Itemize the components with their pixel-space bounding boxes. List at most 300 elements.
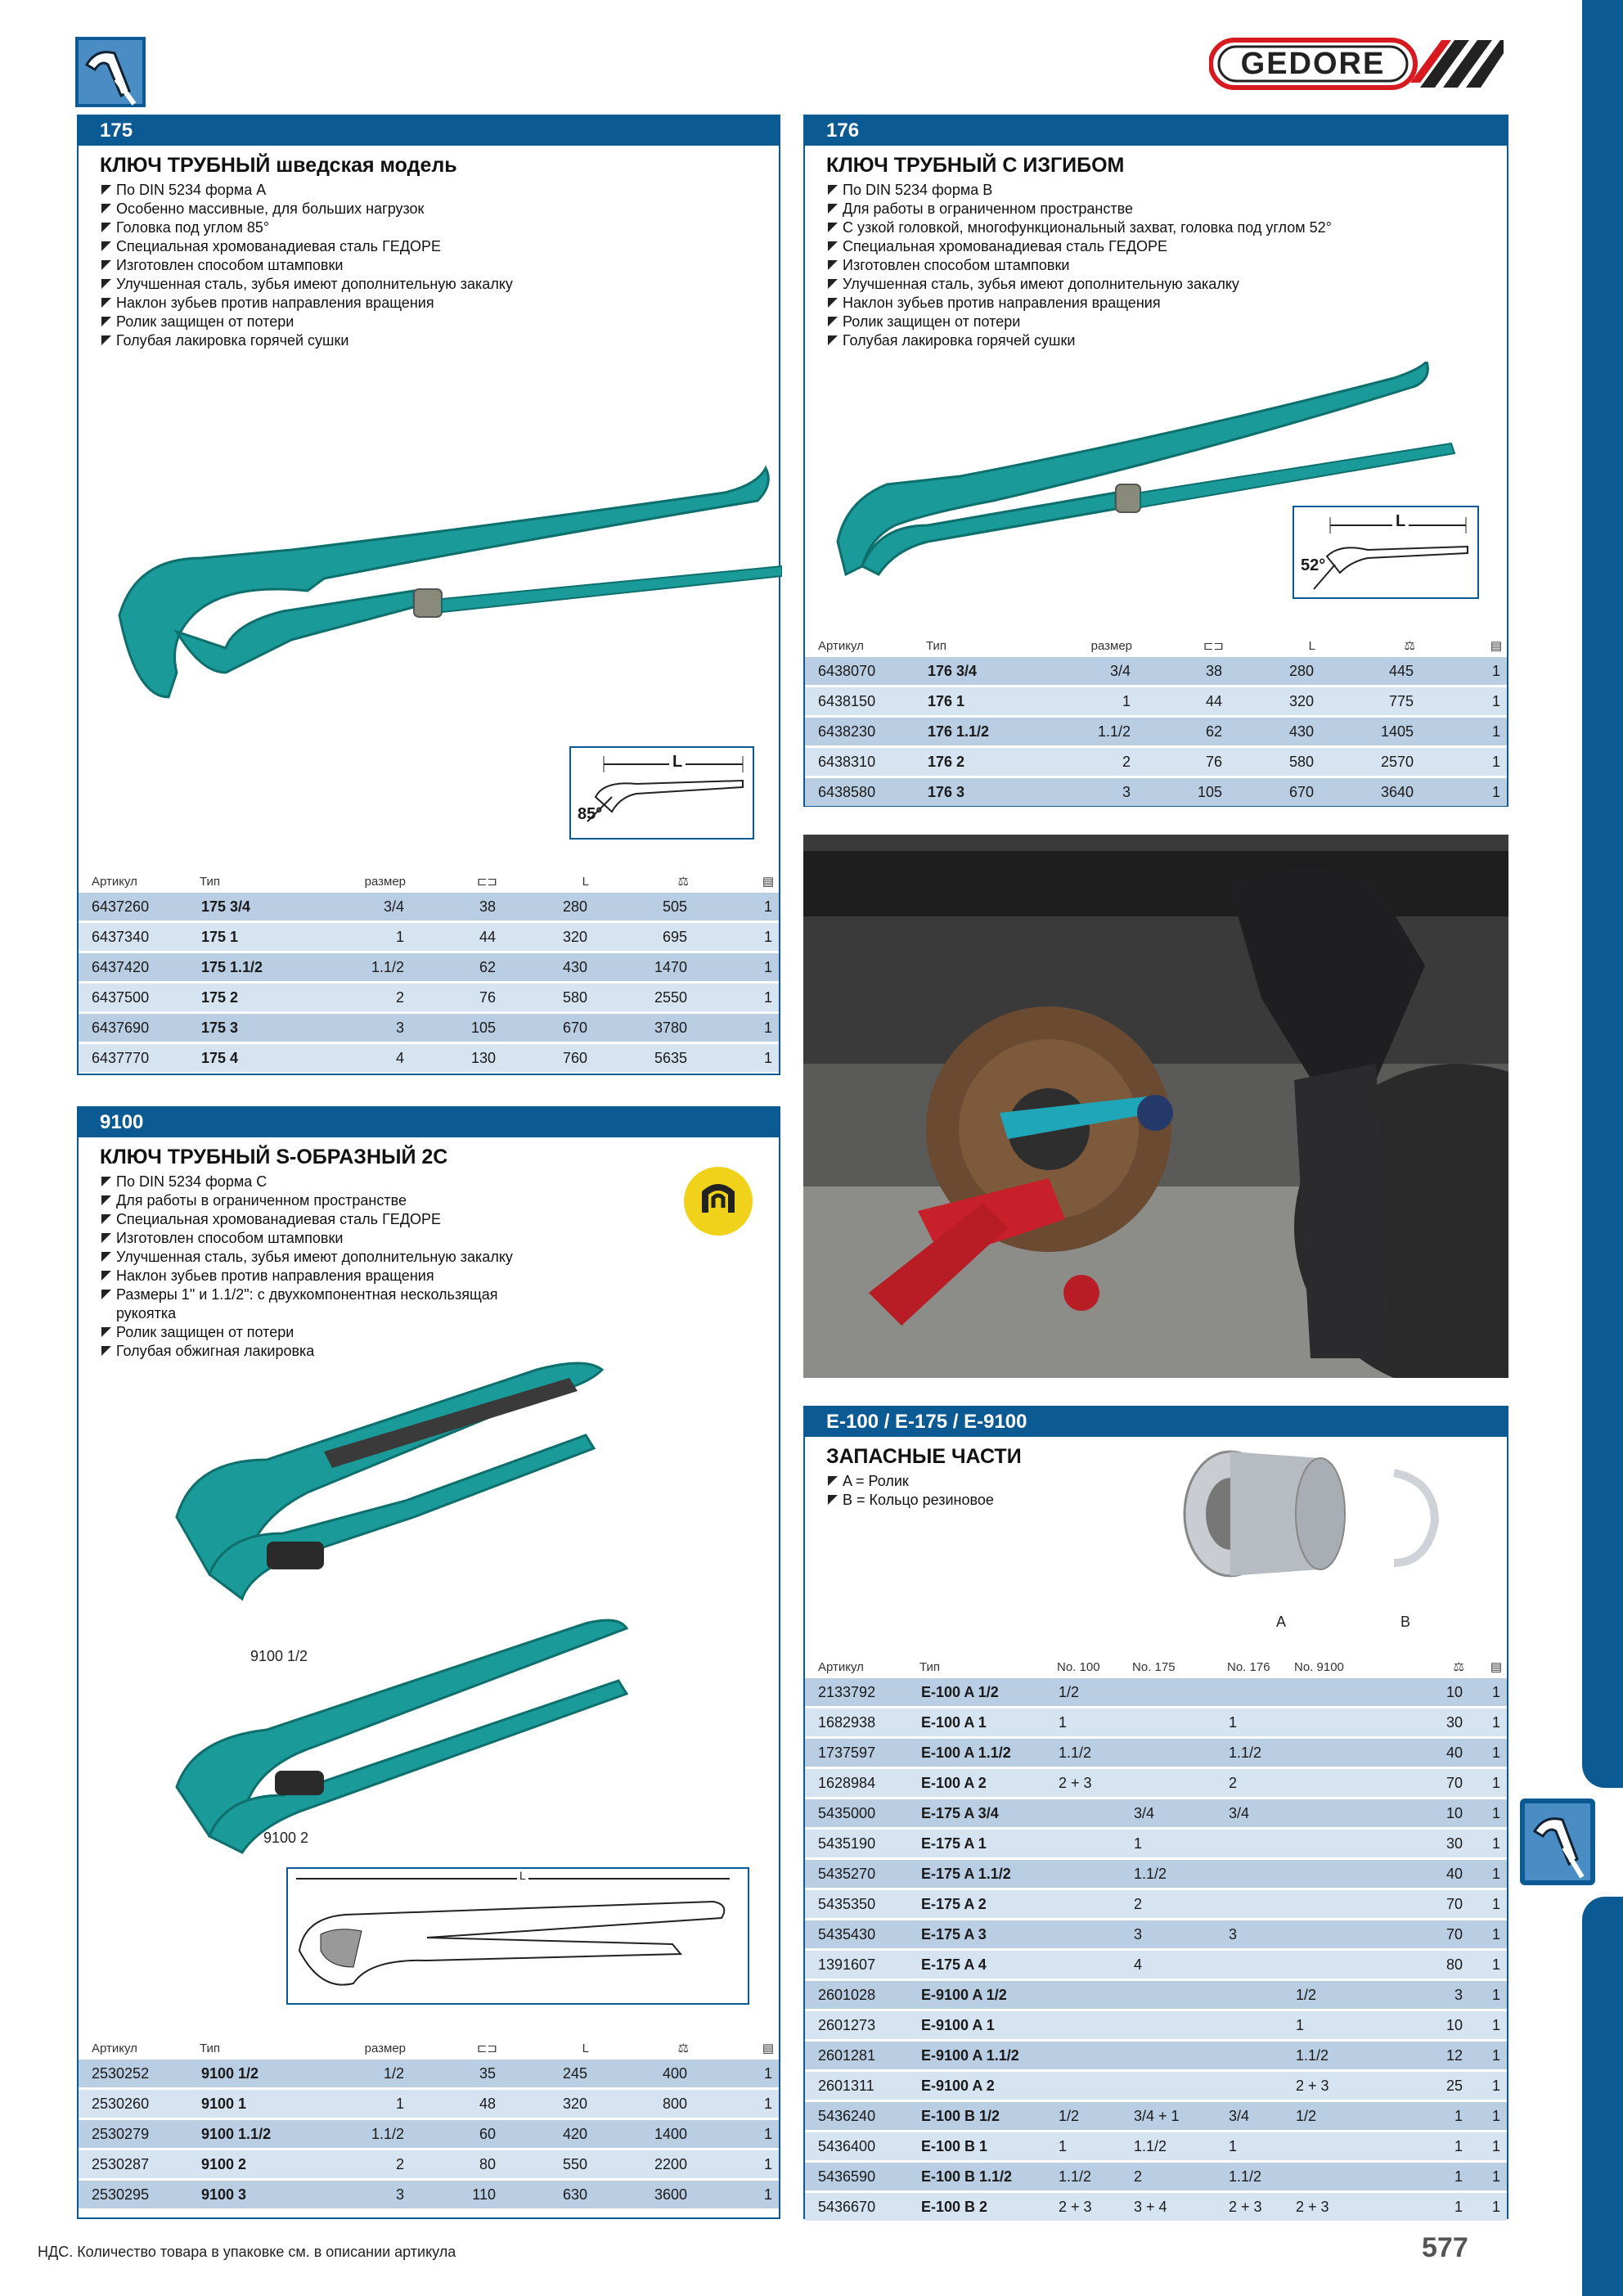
table-cell: 1 [1052, 2132, 1127, 2162]
table-cell: 1 [1381, 2101, 1469, 2132]
feature-item: С узкой головкой, многофункциональный захват, головка под углом 52° [826, 218, 1507, 237]
table-cell: 76 [1137, 747, 1229, 777]
table-cell: 6438310 [805, 747, 921, 777]
table-cell: 320 [502, 922, 594, 952]
table-row [79, 2150, 779, 2180]
table-cell [1222, 2010, 1289, 2041]
product-175-table [79, 872, 779, 1072]
table-cell: 6437770 [79, 1043, 195, 1073]
feature-item: Голубая лакировка горячей сушки [826, 331, 1507, 350]
table-cell: 2 [1222, 1768, 1289, 1799]
table-cell: 1 [1469, 1889, 1507, 1920]
dimension-diagram-9100 [286, 1867, 749, 2005]
table-cell: 1 [1420, 687, 1507, 717]
table-cell: 670 [502, 1013, 594, 1043]
table-cell: 1 [694, 952, 779, 983]
col-weight-icon: ⚖ [1404, 639, 1415, 653]
table-cell: 5635 [594, 1043, 694, 1073]
table-cell [1127, 1738, 1222, 1768]
table-cell: 1.1/2 [1289, 2041, 1381, 2071]
table-cell: 105 [411, 1013, 502, 1043]
table-cell: 105 [1137, 777, 1229, 807]
table-cell: 695 [594, 922, 694, 952]
roller-and-ring-image [1181, 1440, 1443, 1587]
table-cell: 1.1/2 [1052, 2162, 1127, 2192]
feature-item: Голубая лакировка горячей сушки [100, 331, 779, 350]
table-cell: 1628984 [805, 1768, 915, 1799]
table-cell: 3 [1222, 1920, 1289, 1950]
table-cell: 4 [1127, 1950, 1222, 1980]
table-cell: 175 4 [195, 1043, 327, 1073]
table-cell: E-175 A 4 [915, 1950, 1052, 1980]
angle-label: 52° [1301, 556, 1326, 574]
feature-item: По DIN 5234 форма C [100, 1173, 558, 1191]
table-cell: 6438580 [805, 777, 921, 807]
feature-item: Голубая обжигная лакировка [100, 1342, 558, 1361]
table-cell: 320 [502, 2089, 594, 2119]
table-cell: 420 [502, 2119, 594, 2150]
table-cell: 245 [502, 2059, 594, 2089]
table-cell: 1 [1469, 1708, 1507, 1738]
col-no100: No. 100 [1057, 1659, 1100, 1674]
table-cell: 800 [594, 2089, 694, 2119]
feature-item: Ролик защищен от потери [100, 313, 779, 331]
table-cell [1052, 1859, 1127, 1889]
col-article: Артикул [818, 638, 864, 653]
table-cell: 505 [594, 892, 694, 922]
gedore-logo [1209, 37, 1504, 91]
table-row [805, 2071, 1507, 2101]
col-no176: No. 176 [1227, 1659, 1270, 1674]
col-pack-icon: ▤ [1490, 1660, 1502, 1674]
table-cell: 62 [411, 952, 502, 983]
table-cell: 2530295 [79, 2180, 195, 2209]
table-cell: 1.1/2 [1127, 1859, 1222, 1889]
table-cell: 2530260 [79, 2089, 195, 2119]
table-cell: 70 [1381, 1889, 1469, 1920]
col-weight-icon: ⚖ [677, 2042, 689, 2055]
spare-parts-code: E-100 / E-175 / E-9100 [805, 1407, 1507, 1437]
table-cell [1127, 2071, 1222, 2101]
table-cell: 1 [1469, 2132, 1507, 2162]
col-no9100: No. 9100 [1294, 1659, 1344, 1674]
table-cell [1127, 1980, 1222, 2010]
table-cell: 5435350 [805, 1889, 915, 1920]
table-cell: 1 [1469, 2162, 1507, 2192]
table-cell: 1 [1469, 1980, 1507, 2010]
col-type: Тип [200, 2041, 221, 2055]
table-row [79, 2059, 779, 2089]
table-row [805, 1980, 1507, 2010]
product-175-title: КЛЮЧ ТРУБНЫЙ шведская модель [100, 154, 457, 177]
feature-item: Особенно массивные, для больших нагрузок [100, 200, 779, 218]
table-cell: E-100 A 1.1/2 [915, 1738, 1052, 1768]
table-cell: E-9100 A 1/2 [915, 1980, 1052, 2010]
feature-item: Наклон зубьев против направления вращения [100, 1267, 558, 1285]
table-cell: 35 [411, 2059, 502, 2089]
dimension-diagram-176 [1293, 506, 1479, 599]
table-row [79, 952, 779, 983]
table-cell [1222, 2041, 1289, 2071]
table-cell: 10 [1381, 2010, 1469, 2041]
col-article: Артикул [92, 2041, 137, 2055]
table-cell: 6438070 [805, 656, 921, 687]
table-row [805, 2101, 1507, 2132]
table-cell: 3/4 [1127, 1799, 1222, 1829]
table-cell: 1 [1381, 2132, 1469, 2162]
table-cell: 1 [694, 2119, 779, 2150]
table-row [79, 2180, 779, 2209]
product-176-code: 176 [805, 116, 1507, 146]
table-cell [1127, 1708, 1222, 1738]
feature-item: B = Кольцо резиновое [826, 1491, 1507, 1510]
table-cell: 1 [1381, 2162, 1469, 2192]
dimension-label: L [669, 753, 686, 772]
table-cell: 1 [1222, 1708, 1289, 1738]
table-cell: 630 [502, 2180, 594, 2209]
table-cell [1289, 1889, 1381, 1920]
table-cell: 1 [1469, 1799, 1507, 1829]
table-cell: 5435430 [805, 1920, 915, 1950]
table-cell: 5435190 [805, 1829, 915, 1859]
table-cell: 1.1/2 [1054, 717, 1137, 747]
table-cell [1222, 1889, 1289, 1920]
table-cell: 1 [694, 2150, 779, 2180]
table-cell [1222, 1950, 1289, 1980]
table-cell: 40 [1381, 1738, 1469, 1768]
col-type: Тип [926, 638, 947, 653]
dimension-label: L [517, 1869, 528, 1882]
table-cell: 1682938 [805, 1708, 915, 1738]
table-cell: 430 [502, 952, 594, 983]
table-cell: 1/2 [1052, 1677, 1127, 1708]
table-row [805, 2162, 1507, 2192]
col-type: Тип [919, 1659, 941, 1674]
product-176-title: КЛЮЧ ТРУБНЫЙ С ИЗГИБОМ [826, 154, 1125, 177]
col-jaw-icon: ⊏⊐ [1203, 639, 1224, 653]
feature-item: Для работы в ограниченном пространстве [100, 1191, 558, 1210]
table-cell: 1.1/2 [1127, 2132, 1222, 2162]
table-cell: 3 [1054, 777, 1137, 807]
table-cell: 175 3/4 [195, 892, 327, 922]
table-cell: 1 [1469, 1859, 1507, 1889]
table-row [805, 1829, 1507, 1859]
feature-item: Улучшенная сталь, зубья имеют дополнительную закалку [826, 275, 1507, 294]
product-175-panel [77, 115, 780, 1075]
table-cell: E-100 B 1/2 [915, 2101, 1052, 2132]
table-cell: 2 [1127, 2162, 1222, 2192]
table-cell: 2 + 3 [1052, 2192, 1127, 2222]
side-tab-upper [1582, 0, 1623, 1788]
table-cell [1222, 2071, 1289, 2101]
table-cell: 550 [502, 2150, 594, 2180]
table-cell: 1 [1054, 687, 1137, 717]
table-row [79, 1013, 779, 1043]
table-cell: 6437420 [79, 952, 195, 983]
col-pack-icon: ▤ [762, 875, 774, 889]
category-wrench-icon [75, 37, 146, 107]
table-cell: 1/2 [327, 2059, 411, 2089]
table-cell: 1 [1469, 2041, 1507, 2071]
table-cell: 5436240 [805, 2101, 915, 2132]
table-cell: 3/4 + 1 [1127, 2101, 1222, 2132]
table-cell: 2570 [1320, 747, 1420, 777]
table-row [79, 892, 779, 922]
table-cell: 3 [1381, 1980, 1469, 2010]
table-cell: 60 [411, 2119, 502, 2150]
application-photo [803, 835, 1508, 1378]
table-row [805, 1920, 1507, 1950]
table-cell: 2 [327, 2150, 411, 2180]
feature-item: По DIN 5234 форма B [826, 181, 1507, 200]
product-9100-table [79, 2039, 779, 2208]
page-number: 577 [1422, 2232, 1468, 2263]
col-length: L [582, 874, 589, 889]
table-row [805, 1708, 1507, 1738]
table-cell: 3780 [594, 1013, 694, 1043]
table-cell: E-9100 A 1.1/2 [915, 2041, 1052, 2071]
product-9100-code: 9100 [79, 1108, 779, 1137]
table-cell: 1400 [594, 2119, 694, 2150]
col-type: Тип [200, 874, 221, 889]
table-cell: 280 [1229, 656, 1320, 687]
table-cell [1052, 1889, 1127, 1920]
table-cell: E-175 A 3/4 [915, 1799, 1052, 1829]
col-article: Артикул [818, 1659, 864, 1674]
table-cell [1222, 1829, 1289, 1859]
table-cell: 176 1.1/2 [921, 717, 1054, 747]
table-cell [1289, 1859, 1381, 1889]
table-cell: 580 [1229, 747, 1320, 777]
table-cell: 1 [694, 892, 779, 922]
table-cell: 2 + 3 [1289, 2071, 1381, 2101]
table-cell: 1 [1381, 2192, 1469, 2222]
table-cell: 1 [694, 1043, 779, 1073]
table-cell: 2601281 [805, 2041, 915, 2071]
table-cell [1052, 1829, 1127, 1859]
table-cell: 3/4 [1054, 656, 1137, 687]
table-cell: 6438150 [805, 687, 921, 717]
table-cell: 2133792 [805, 1677, 915, 1708]
product-9100-title: КЛЮЧ ТРУБНЫЙ S-ОБРАЗНЫЙ 2C [100, 1146, 448, 1168]
table-cell [1052, 1980, 1127, 2010]
table-cell: 9100 2 [195, 2150, 327, 2180]
table-cell: E-175 A 3 [915, 1920, 1052, 1950]
feature-item: Изготовлен способом штамповки [100, 1229, 558, 1248]
table-cell: 1 [1052, 1708, 1127, 1738]
table-row [805, 1859, 1507, 1889]
table-cell: 2 + 3 [1222, 2192, 1289, 2222]
table-cell: 320 [1229, 687, 1320, 717]
table-cell: 9100 1/2 [195, 2059, 327, 2089]
table-cell: 1 [1420, 777, 1507, 807]
table-cell: 1 [1469, 1829, 1507, 1859]
table-cell: 2 [1127, 1889, 1222, 1920]
table-row [79, 922, 779, 952]
table-row [805, 687, 1507, 717]
table-cell: 80 [411, 2150, 502, 2180]
table-cell: E-100 A 1/2 [915, 1677, 1052, 1708]
table-cell: 1 [1420, 747, 1507, 777]
table-cell: 175 1.1/2 [195, 952, 327, 983]
table-cell: 1 [327, 922, 411, 952]
table-cell: 670 [1229, 777, 1320, 807]
table-cell: 5435270 [805, 1859, 915, 1889]
table-cell: 175 3 [195, 1013, 327, 1043]
table-cell [1052, 2010, 1127, 2041]
table-cell: 1 [694, 2059, 779, 2089]
spare-parts-title: ЗАПАСНЫЕ ЧАСТИ [826, 1445, 1022, 1468]
table-cell: 400 [594, 2059, 694, 2089]
table-cell: 2 [1054, 747, 1137, 777]
table-cell: E-100 A 1 [915, 1708, 1052, 1738]
table-cell: 1 [694, 922, 779, 952]
table-cell [1289, 1799, 1381, 1829]
dimension-diagram-175 [569, 746, 754, 840]
part-label-b: B [1400, 1614, 1411, 1630]
table-cell: 1 [1469, 2010, 1507, 2041]
table-cell: 6438230 [805, 717, 921, 747]
table-cell: 2550 [594, 983, 694, 1013]
table-cell: 3/4 [327, 892, 411, 922]
table-cell: 175 2 [195, 983, 327, 1013]
product-176-panel [803, 115, 1508, 807]
table-cell: 10 [1381, 1799, 1469, 1829]
table-cell: 1 [1469, 2101, 1507, 2132]
table-cell [1052, 1920, 1127, 1950]
table-cell: 1405 [1320, 717, 1420, 747]
table-cell: E-100 B 1.1/2 [915, 2162, 1052, 2192]
col-length: L [1308, 638, 1315, 653]
table-cell: 9100 1 [195, 2089, 327, 2119]
table-cell: 76 [411, 983, 502, 1013]
table-cell: 2601028 [805, 1980, 915, 2010]
feature-item: Изготовлен способом штамповки [100, 256, 779, 275]
table-cell: 1 [1469, 1768, 1507, 1799]
table-cell: 2530252 [79, 2059, 195, 2089]
table-cell: E-9100 A 2 [915, 2071, 1052, 2101]
table-row [805, 1768, 1507, 1799]
pipe-wrench-9100-image [160, 1353, 717, 1910]
table-cell: E-100 B 1 [915, 2132, 1052, 2162]
table-cell: 1 [1127, 1829, 1222, 1859]
table-cell: 176 3 [921, 777, 1054, 807]
table-cell: 775 [1320, 687, 1420, 717]
side-tab-lower [1582, 1897, 1623, 2296]
col-jaw-icon: ⊏⊐ [476, 875, 497, 889]
table-row [805, 2192, 1507, 2222]
feature-item: Специальная хромованадиевая сталь ГЕДОРЕ [100, 1210, 558, 1229]
col-weight-icon: ⚖ [677, 875, 689, 889]
table-cell [1127, 2010, 1222, 2041]
table-cell: 2 + 3 [1289, 2192, 1381, 2222]
table-cell: 3600 [594, 2180, 694, 2209]
table-cell: 44 [1137, 687, 1229, 717]
table-cell: 1 [1469, 2071, 1507, 2101]
table-cell: 2601273 [805, 2010, 915, 2041]
table-cell: 1.1/2 [1052, 1738, 1127, 1768]
table-cell: 1 [1420, 717, 1507, 747]
brand-name: GEDORE [1240, 47, 1386, 81]
table-cell: 176 2 [921, 747, 1054, 777]
table-cell: 62 [1137, 717, 1229, 747]
product-9100-panel [77, 1106, 780, 2219]
table-cell: 3640 [1320, 777, 1420, 807]
table-cell: 1.1/2 [1222, 1738, 1289, 1768]
table-cell: 25 [1381, 2071, 1469, 2101]
table-cell [1289, 2162, 1381, 2192]
table-cell: 1 [1469, 1738, 1507, 1768]
table-cell: 110 [411, 2180, 502, 2209]
table-row [79, 2119, 779, 2150]
variant-label-b: 9100 2 [263, 1830, 309, 1846]
table-cell [1222, 1980, 1289, 2010]
table-cell: 1 [694, 2089, 779, 2119]
product-9100-features [100, 1173, 558, 1361]
table-cell [1127, 1768, 1222, 1799]
table-cell: 2 [327, 983, 411, 1013]
table-row [805, 1889, 1507, 1920]
table-cell: 1737597 [805, 1738, 915, 1768]
table-cell [1052, 2041, 1127, 2071]
table-cell: 48 [411, 2089, 502, 2119]
table-cell: 12 [1381, 2041, 1469, 2071]
feature-item: Улучшенная сталь, зубья имеют дополнительную закалку [100, 275, 779, 294]
table-cell: 9100 1.1/2 [195, 2119, 327, 2150]
section-wrench-icon [1520, 1799, 1595, 1885]
table-row [805, 2041, 1507, 2071]
table-row [805, 717, 1507, 747]
table-cell: 176 1 [921, 687, 1054, 717]
table-cell [1289, 1920, 1381, 1950]
table-cell: 1 [1469, 1677, 1507, 1708]
table-cell: 1/2 [1052, 2101, 1127, 2132]
table-cell [1052, 1950, 1127, 1980]
table-row [79, 1043, 779, 1073]
table-cell: 3/4 [1222, 1799, 1289, 1829]
table-cell: 5436670 [805, 2192, 915, 2222]
table-cell: 1 [1469, 1950, 1507, 1980]
table-cell: 70 [1381, 1920, 1469, 1950]
feature-item: Размеры 1" и 1.1/2": с двухкомпонентная нескользящая рукоятка [100, 1285, 558, 1323]
table-cell: 1470 [594, 952, 694, 983]
table-cell: 760 [502, 1043, 594, 1073]
dimension-label: L [1392, 512, 1409, 531]
col-size: размер [364, 2041, 406, 2055]
feature-item: Специальная хромованадиевая сталь ГЕДОРЕ [826, 237, 1507, 256]
table-cell: 2530287 [79, 2150, 195, 2180]
table-cell: 44 [411, 922, 502, 952]
table-cell: 1 [694, 983, 779, 1013]
table-cell: 1/2 [1289, 2101, 1381, 2132]
col-size: размер [1090, 638, 1132, 653]
feature-item: Для работы в ограниченном пространстве [826, 200, 1507, 218]
table-cell: 1 [1469, 2192, 1507, 2222]
table-cell: 6437500 [79, 983, 195, 1013]
table-cell: 6437690 [79, 1013, 195, 1043]
table-cell: 1 [1222, 2132, 1289, 2162]
table-cell: 6437260 [79, 892, 195, 922]
col-jaw-icon: ⊏⊐ [476, 2042, 497, 2055]
table-cell [1222, 1859, 1289, 1889]
table-cell: 30 [1381, 1708, 1469, 1738]
feature-item: Головка под углом 85° [100, 218, 779, 237]
feature-item: Ролик защищен от потери [100, 1323, 558, 1342]
feature-item: Наклон зубьев против направления вращения [100, 294, 779, 313]
table-cell [1052, 1799, 1127, 1829]
table-cell: 1 [694, 1013, 779, 1043]
table-cell: 130 [411, 1043, 502, 1073]
